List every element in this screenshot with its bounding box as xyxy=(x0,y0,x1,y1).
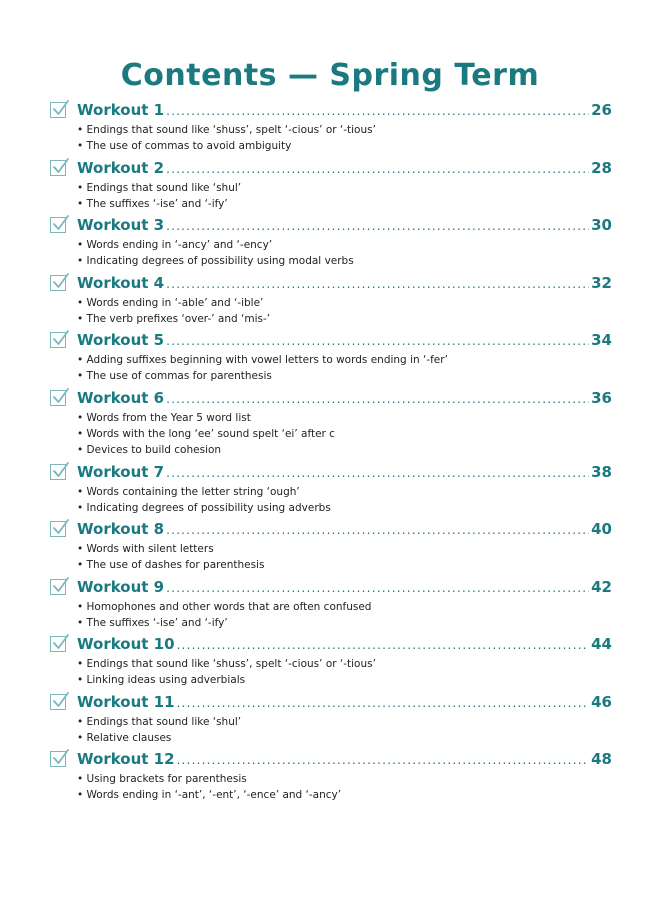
contents-entry xyxy=(50,331,612,389)
topic-item: • The use of commas to avoid ambiguity xyxy=(77,138,612,154)
page-number: 34 xyxy=(591,331,612,349)
topic-list xyxy=(77,484,612,517)
topic-item: • Endings that sound like ‘shuss’, spelt ‘-cious’ or ‘-tious’ xyxy=(77,122,612,138)
topic-list xyxy=(77,714,612,747)
contents-entry xyxy=(50,463,612,521)
page-number: 46 xyxy=(591,692,612,711)
checkbox-tick-icon[interactable] xyxy=(50,464,66,480)
dot-leader xyxy=(166,466,589,480)
contents-entry xyxy=(50,389,612,463)
topic-list xyxy=(77,771,612,804)
checkbox-tick-icon[interactable] xyxy=(50,217,66,233)
dot-leader xyxy=(166,162,589,176)
checkbox-tick-icon[interactable] xyxy=(50,751,66,767)
topic-item: • Indicating degrees of possibility using adverbs xyxy=(77,500,612,516)
contents-entry xyxy=(50,274,612,332)
topic-item: • The use of dashes for parenthesis xyxy=(77,557,612,573)
dot-leader xyxy=(177,638,590,652)
topic-item: • Using brackets for parenthesis xyxy=(77,771,612,787)
contents-entry xyxy=(50,101,612,159)
checkbox-tick-icon[interactable] xyxy=(50,579,66,595)
topic-item: • Endings that sound like ‘shuss’, spelt ‘-cious’ or ‘-tious’ xyxy=(77,656,612,672)
workout-title: Workout 11 xyxy=(77,692,175,711)
contents-entry xyxy=(50,216,612,274)
contents-entry xyxy=(50,635,612,693)
entry-heading xyxy=(77,750,612,770)
entry-heading xyxy=(77,159,612,179)
page-number: 28 xyxy=(591,158,612,177)
entry-heading xyxy=(77,101,612,121)
entry-heading xyxy=(77,635,612,655)
page-number: 42 xyxy=(591,577,612,596)
workout-title: Workout 3 xyxy=(77,216,165,234)
entry-heading xyxy=(77,520,612,540)
checkbox-tick-icon[interactable] xyxy=(50,275,66,291)
page-title: Contents — Spring Term xyxy=(120,58,540,93)
workout-title: Workout 4 xyxy=(77,273,165,292)
topic-item: • Words with the long ‘ee’ sound spelt ‘ei’ after c xyxy=(77,426,612,442)
dot-leader xyxy=(177,753,590,767)
dot-leader xyxy=(166,523,589,537)
entry-heading xyxy=(77,331,612,351)
topic-item: • The use of commas for parenthesis xyxy=(77,368,612,384)
topic-list xyxy=(77,180,612,213)
dot-leader xyxy=(166,392,589,406)
topic-list xyxy=(77,541,612,574)
workout-title: Workout 12 xyxy=(77,750,175,768)
contents-entry xyxy=(50,159,612,217)
page-number: 38 xyxy=(591,462,612,481)
topic-item: • Words ending in ‘-ancy’ and ‘-ency’ xyxy=(77,237,612,253)
page-number: 26 xyxy=(591,101,612,119)
entry-heading xyxy=(77,274,612,294)
topic-item: • Words with silent letters xyxy=(77,541,612,557)
topic-list xyxy=(77,122,612,155)
contents-entry xyxy=(50,520,612,578)
dot-leader xyxy=(166,277,589,291)
page-number: 32 xyxy=(591,273,612,292)
topic-item: • Words ending in ‘-ant’, ‘-ent’, ‘-ence’ and ‘-ancy’ xyxy=(77,787,612,803)
entry-heading xyxy=(77,693,612,713)
checkbox-tick-icon[interactable] xyxy=(50,694,66,710)
topic-item: • Words ending in ‘-able’ and ‘-ible’ xyxy=(77,295,612,311)
checkbox-tick-icon[interactable] xyxy=(50,102,66,118)
workout-title: Workout 10 xyxy=(77,635,175,653)
checkbox-tick-icon[interactable] xyxy=(50,332,66,348)
page-number: 30 xyxy=(591,216,612,234)
entry-heading xyxy=(77,463,612,483)
topic-list xyxy=(77,410,612,459)
topic-item: • Words containing the letter string ‘ough’ xyxy=(77,484,612,500)
topic-item: • Endings that sound like ‘shul’ xyxy=(77,180,612,196)
checkbox-tick-icon[interactable] xyxy=(50,390,66,406)
dot-leader xyxy=(177,696,590,710)
checkbox-tick-icon[interactable] xyxy=(50,521,66,537)
topic-item: • The verb prefixes ‘over-’ and ‘mis-’ xyxy=(77,311,612,327)
checkbox-tick-icon[interactable] xyxy=(50,160,66,176)
topic-item: • The suffixes ‘-ise’ and ‘-ify’ xyxy=(77,615,612,631)
contents-list xyxy=(50,101,612,808)
workout-title: Workout 5 xyxy=(77,331,165,349)
workout-title: Workout 2 xyxy=(77,158,165,177)
dot-leader xyxy=(166,219,589,233)
entry-heading xyxy=(77,389,612,409)
contents-entry xyxy=(50,578,612,636)
topic-item: • Endings that sound like ‘shul’ xyxy=(77,714,612,730)
workout-title: Workout 1 xyxy=(77,101,165,119)
contents-entry xyxy=(50,750,612,808)
contents-entry xyxy=(50,693,612,751)
topic-item: • Linking ideas using adverbials xyxy=(77,672,612,688)
entry-heading xyxy=(77,216,612,236)
page-number: 48 xyxy=(591,750,612,768)
page-number: 36 xyxy=(591,388,612,407)
topic-item: • Adding suffixes beginning with vowel letters to words ending in ‘-fer’ xyxy=(77,352,612,368)
workout-title: Workout 8 xyxy=(77,520,165,538)
checkbox-tick-icon[interactable] xyxy=(50,636,66,652)
topic-list xyxy=(77,599,612,632)
topic-item: • Indicating degrees of possibility using modal verbs xyxy=(77,253,612,269)
page-number: 44 xyxy=(591,635,612,653)
dot-leader xyxy=(166,581,589,595)
topic-item: • The suffixes ‘-ise’ and ‘-ify’ xyxy=(77,196,612,212)
workout-title: Workout 7 xyxy=(77,462,165,481)
workout-title: Workout 6 xyxy=(77,388,165,407)
topic-item: • Devices to build cohesion xyxy=(77,442,612,458)
topic-list xyxy=(77,656,612,689)
dot-leader xyxy=(166,334,589,348)
topic-list xyxy=(77,295,612,328)
topic-item: • Words from the Year 5 word list xyxy=(77,410,612,426)
page-number: 40 xyxy=(591,520,612,538)
dot-leader xyxy=(166,104,589,118)
entry-heading xyxy=(77,578,612,598)
topic-item: • Homophones and other words that are often confused xyxy=(77,599,612,615)
topic-list xyxy=(77,237,612,270)
workout-title: Workout 9 xyxy=(77,577,165,596)
topic-list xyxy=(77,352,612,385)
topic-item: • Relative clauses xyxy=(77,730,612,746)
